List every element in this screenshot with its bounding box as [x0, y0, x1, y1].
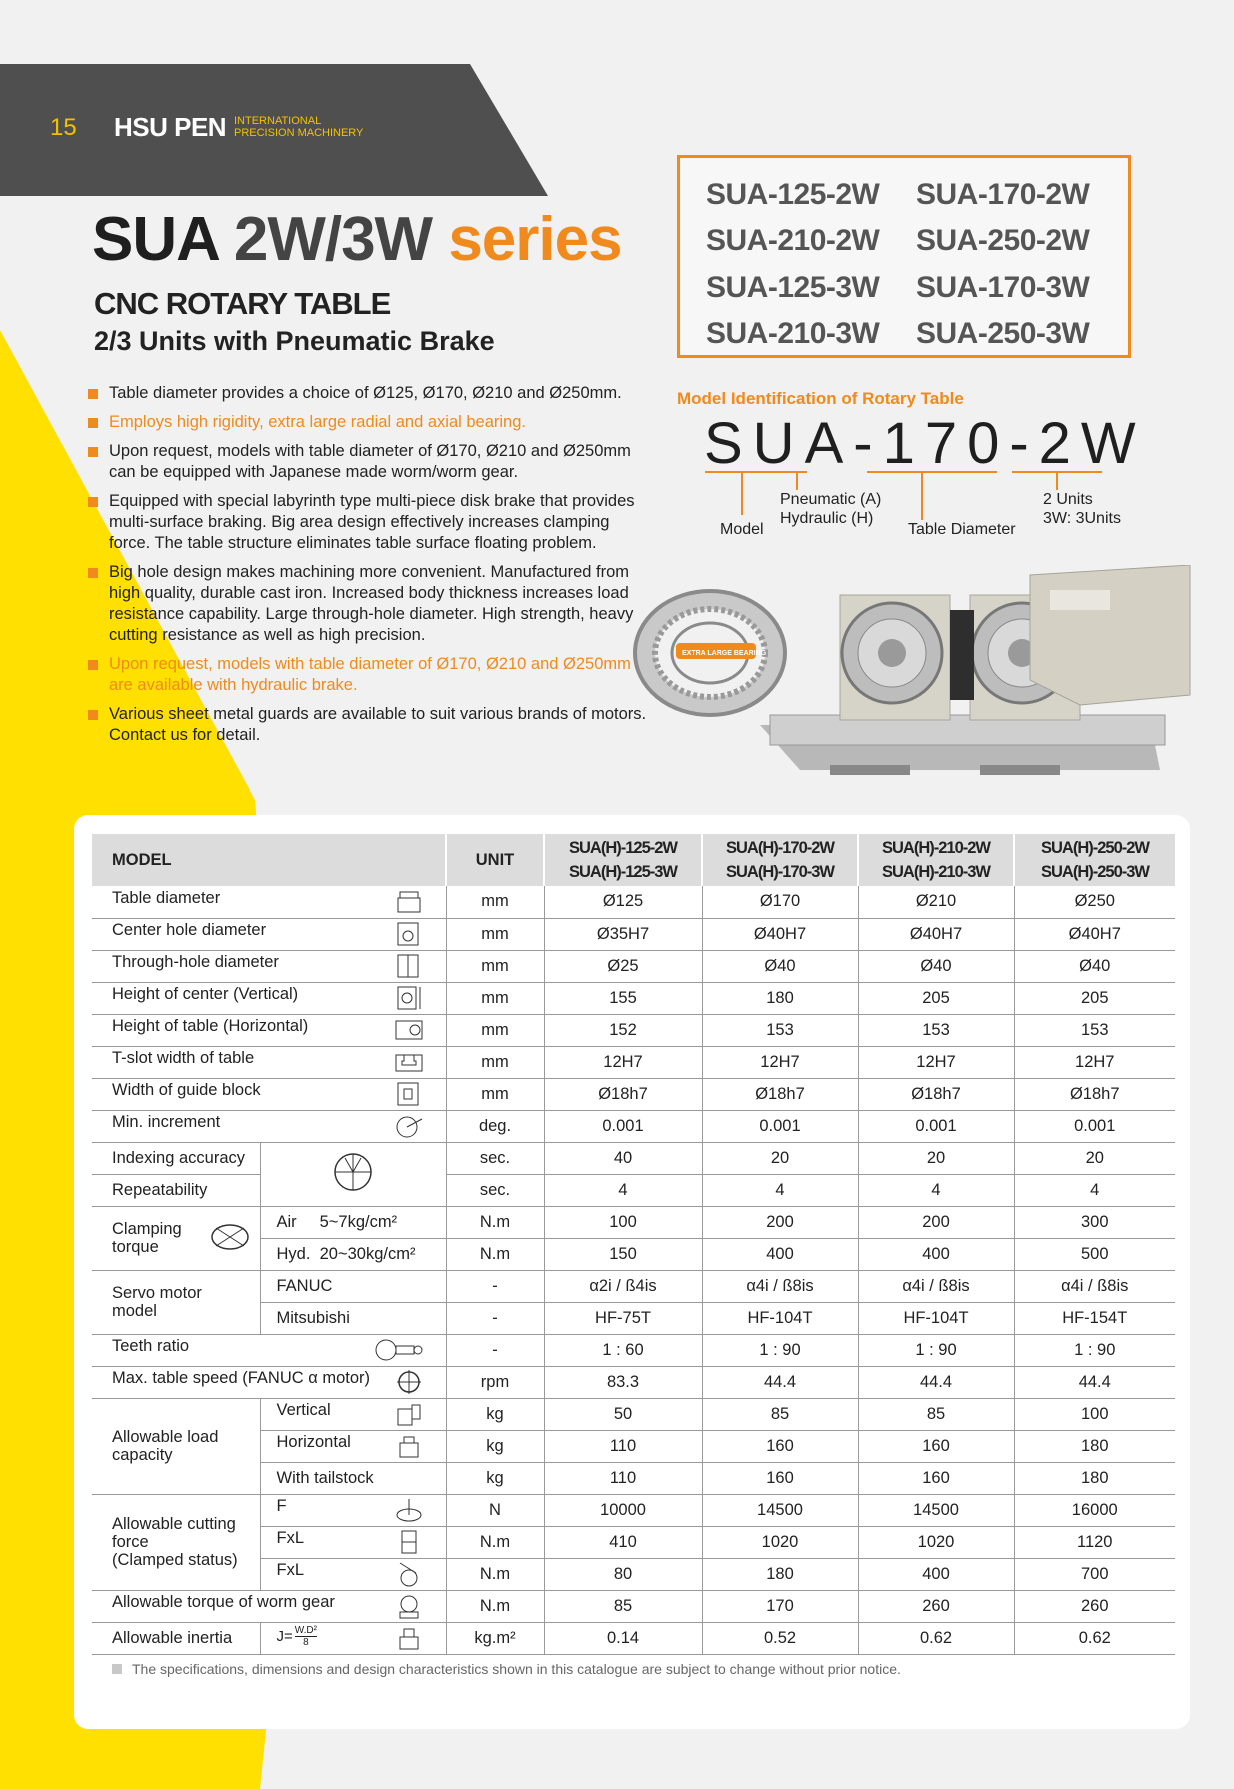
table-cell: 1020 [702, 1526, 858, 1558]
horizontal-load-icon [394, 1433, 424, 1459]
table-cell: 0.001 [544, 1110, 702, 1142]
table-cell: kg [446, 1462, 544, 1494]
table-cell: 4 [544, 1174, 702, 1206]
model-item: SUA-210-3W [706, 316, 880, 350]
table-header-row [92, 834, 1175, 886]
table-cell: 160 [858, 1430, 1014, 1462]
table-row [92, 886, 1175, 918]
angle-icon [394, 1113, 424, 1139]
table-cell: 100 [544, 1206, 702, 1238]
ident-label-diameter: Table Diameter [908, 521, 1016, 538]
table-cell: 200 [858, 1206, 1014, 1238]
height-center-icon [394, 985, 424, 1011]
table-row [92, 1622, 1175, 1654]
column-header-model-125: SUA(H)-125-2W SUA(H)-125-3W [544, 834, 702, 886]
sub-row-label: FxL [260, 1558, 446, 1590]
table-cell: 153 [702, 1014, 858, 1046]
table-cell: HF-104T [702, 1302, 858, 1334]
table-cell: 80 [544, 1558, 702, 1590]
table-cell: Ø35H7 [544, 918, 702, 950]
table-cell: 50 [544, 1398, 702, 1430]
table-cell: N.m [446, 1238, 544, 1270]
table-cell: mm [446, 1014, 544, 1046]
table-cell: 700 [1014, 1558, 1175, 1590]
guide-block-icon [394, 1081, 424, 1107]
table-cell: HF-75T [544, 1302, 702, 1334]
table-cell: 200 [702, 1206, 858, 1238]
table-cell: mm [446, 982, 544, 1014]
table-row [92, 1334, 1175, 1366]
row-label: T-slot width of table [112, 1049, 255, 1067]
table-cell: 14500 [858, 1494, 1014, 1526]
moment-tilt-icon [394, 1561, 424, 1587]
table-cell: HF-154T [1014, 1302, 1175, 1334]
table-cell: 12H7 [1014, 1046, 1175, 1078]
table-cell: - [446, 1302, 544, 1334]
table-cell: Ø40H7 [702, 918, 858, 950]
table-cell: sec. [446, 1174, 544, 1206]
page-title: SUA 2W/3W series [92, 205, 622, 274]
row-label: Allowable cutting [112, 1515, 236, 1533]
feature-item: Various sheet metal guards are available to suit various brands of motors. Contact us for detail. [88, 704, 648, 746]
table-cell: 12H7 [544, 1046, 702, 1078]
table-cell: α2i / ß4is [544, 1270, 702, 1302]
table-cell: 100 [1014, 1398, 1175, 1430]
table-cell: 300 [1014, 1206, 1175, 1238]
table-cell: Ø25 [544, 950, 702, 982]
sub-row-label: Air 5~7kg/cm² [260, 1206, 446, 1238]
table-row [92, 982, 1175, 1014]
row-label: Allowable torque of worm gear [112, 1593, 335, 1611]
table-cell: Ø40 [702, 950, 858, 982]
table-cell: 155 [544, 982, 702, 1014]
indexing-icon [331, 1150, 375, 1194]
table-cell: HF-104T [858, 1302, 1014, 1334]
table-cell: 260 [858, 1590, 1014, 1622]
table-cell: 0.001 [858, 1110, 1014, 1142]
table-cell: 0.14 [544, 1622, 702, 1654]
table-cell: N.m [446, 1526, 544, 1558]
table-cell: 205 [858, 982, 1014, 1014]
table-cell: 205 [1014, 982, 1175, 1014]
table-cell: 0.001 [1014, 1110, 1175, 1142]
table-cell: 12H7 [702, 1046, 858, 1078]
column-header-model-250: SUA(H)-250-2W SUA(H)-250-3W [1014, 834, 1175, 886]
table-cell: 400 [858, 1558, 1014, 1590]
moment-vertical-icon [394, 1529, 424, 1555]
clamping-icon [208, 1220, 252, 1254]
subtitle-units: 2/3 Units with Pneumatic Brake [94, 326, 495, 356]
table-cell: 1020 [858, 1526, 1014, 1558]
sub-row-label [260, 1622, 446, 1654]
table-cell: 160 [702, 1430, 858, 1462]
table-cell: mm [446, 886, 544, 918]
ident-label-brake: Pneumatic (A) Hydraulic (H) [780, 491, 882, 527]
table-row [92, 1174, 1175, 1206]
table-cell: 1 : 60 [544, 1334, 702, 1366]
tslot-icon [394, 1049, 424, 1075]
model-item: SUA-210-2W [706, 224, 880, 258]
worm-gear-icon [374, 1337, 424, 1363]
table-cell: 4 [702, 1174, 858, 1206]
table-cell: N.m [446, 1206, 544, 1238]
table-cell: Ø40H7 [858, 918, 1014, 950]
row-label: Max. table speed (FANUC α motor) [112, 1369, 371, 1387]
table-cell: 400 [702, 1238, 858, 1270]
feature-item: Employs high rigidity, extra large radial and axial bearing. [88, 412, 648, 433]
rotation-speed-icon [394, 1369, 424, 1395]
table-cell: 180 [1014, 1462, 1175, 1494]
table-cell: 160 [858, 1462, 1014, 1494]
feature-item: Equipped with special labyrinth type multi-piece disk brake that provides multi-surface braking. Big area design effectively increases clamping force. The table structure eliminates table surface floating problem. [88, 491, 648, 554]
table-row [92, 1078, 1175, 1110]
table-cell: 85 [544, 1590, 702, 1622]
table-cell: Ø18h7 [544, 1078, 702, 1110]
column-header-model-170: SUA(H)-170-2W SUA(H)-170-3W [702, 834, 858, 886]
table-cell: 4 [858, 1174, 1014, 1206]
table-cell: sec. [446, 1142, 544, 1174]
table-cell: 500 [1014, 1238, 1175, 1270]
row-label: Height of center (Vertical) [112, 985, 299, 1003]
ident-label-model: Model [720, 521, 764, 538]
row-label: Allowable load [112, 1428, 219, 1446]
brand-name: HSU PEN [114, 112, 227, 142]
table-cell: 0.52 [702, 1622, 858, 1654]
identification-title: Model Identification of Rotary Table [677, 389, 964, 408]
table-cell: 110 [544, 1462, 702, 1494]
cutting-force-icon [394, 1497, 424, 1523]
model-item: SUA-250-3W [916, 316, 1090, 350]
table-row [92, 1366, 1175, 1398]
table-cell: 170 [702, 1590, 858, 1622]
table-row [92, 1014, 1175, 1046]
row-label: Clamping [112, 1220, 182, 1238]
table-cell: mm [446, 1046, 544, 1078]
table-row: Allowable cutting force (Clamped status) F N 10000 14500 14500 16000 [92, 1494, 1175, 1526]
table-cell: 0.62 [1014, 1622, 1175, 1654]
table-cell: 44.4 [1014, 1366, 1175, 1398]
table-row [92, 1590, 1175, 1622]
table-cell: 44.4 [702, 1366, 858, 1398]
table-row [92, 918, 1175, 950]
table-cell: 410 [544, 1526, 702, 1558]
subtitle-product-type: CNC ROTARY TABLE [94, 286, 391, 321]
table-cell: Ø40H7 [1014, 918, 1175, 950]
table-cell: 110 [544, 1430, 702, 1462]
inertia-icon [394, 1625, 424, 1651]
table-cell: 160 [702, 1462, 858, 1494]
table-cell: kg [446, 1430, 544, 1462]
model-list-box [677, 155, 1131, 358]
table-row [92, 1110, 1175, 1142]
row-label: Servo motor [112, 1284, 202, 1302]
table-cell: Ø18h7 [702, 1078, 858, 1110]
sub-row-label: F [260, 1494, 446, 1526]
table-diameter-icon [394, 889, 424, 915]
inertia-formula: J= $\frac{\text{W.D²}}{8}$ [276, 1625, 317, 1648]
row-label: Center hole diameter [112, 921, 267, 939]
table-cell: 12H7 [858, 1046, 1014, 1078]
table-cell: mm [446, 1078, 544, 1110]
table-cell: α4i / ß8is [858, 1270, 1014, 1302]
height-table-icon [394, 1017, 424, 1043]
sub-row-label: Vertical [260, 1398, 446, 1430]
table-cell: N.m [446, 1590, 544, 1622]
model-item: SUA-250-2W [916, 224, 1090, 258]
vertical-load-icon [394, 1401, 424, 1427]
brand-subtitle: INTERNATIONAL PRECISION MACHINERY [234, 115, 364, 139]
model-item: SUA-125-2W [706, 178, 880, 211]
sub-row-label: With tailstock [260, 1462, 446, 1494]
sub-row-label: Mitsubishi [260, 1302, 446, 1334]
row-label: Teeth ratio [112, 1337, 190, 1355]
table-cell: 1120 [1014, 1526, 1175, 1558]
table-cell: Ø210 [858, 886, 1014, 918]
table-cell: α4i / ß8is [1014, 1270, 1175, 1302]
table-cell: 16000 [1014, 1494, 1175, 1526]
table-cell: 1 : 90 [858, 1334, 1014, 1366]
table-cell: 1 : 90 [702, 1334, 858, 1366]
table-cell: Ø125 [544, 886, 702, 918]
table-cell: Ø40 [1014, 950, 1175, 982]
table-cell: Ø40 [858, 950, 1014, 982]
table-cell: 20 [702, 1142, 858, 1174]
table-cell: 0.001 [702, 1110, 858, 1142]
table-cell: rpm [446, 1366, 544, 1398]
table-cell: 153 [858, 1014, 1014, 1046]
table-cell: 1 : 90 [1014, 1334, 1175, 1366]
table-cell: 180 [702, 982, 858, 1014]
sub-row-label: FANUC [260, 1270, 446, 1302]
table-cell: 44.4 [858, 1366, 1014, 1398]
row-label: Through-hole diameter [112, 953, 279, 971]
model-item: SUA-170-2W [916, 178, 1090, 211]
through-hole-icon [394, 953, 424, 979]
row-label: Repeatability [92, 1174, 260, 1206]
table-cell: 153 [1014, 1014, 1175, 1046]
bearing-badge: EXTRA LARGE BEARING [682, 650, 767, 657]
table-cell: 10000 [544, 1494, 702, 1526]
table-cell: Ø18h7 [1014, 1078, 1175, 1110]
row-label: Height of table (Horizontal) [112, 1017, 309, 1035]
worm-torque-icon [394, 1593, 424, 1619]
table-cell: 4 [1014, 1174, 1175, 1206]
model-item: SUA-170-3W [916, 270, 1090, 304]
table-cell: 20 [858, 1142, 1014, 1174]
column-header-model: MODEL [92, 834, 446, 886]
table-cell: mm [446, 950, 544, 982]
row-label: Min. increment [112, 1113, 221, 1131]
sub-row-label: Horizontal [260, 1430, 446, 1462]
table-cell: mm [446, 918, 544, 950]
feature-item: Upon request, models with table diameter of Ø170, Ø210 and Ø250mm can be equipped with Japanese made worm/worm gear. [88, 441, 648, 483]
feature-item: Table diameter provides a choice of Ø125, Ø170, Ø210 and Ø250mm. [88, 383, 648, 404]
model-item: SUA-125-3W [706, 270, 880, 304]
feature-item: Big hole design makes machining more convenient. Manufactured from high quality, durable cast iron. Increased body thickness increases load resistance capability. Large through-hole diameter. High strength, heavy cutting resistance as well as high precision. [88, 562, 648, 646]
row-label: Width of guide block [112, 1081, 261, 1099]
column-header-unit: UNIT [446, 834, 544, 886]
center-hole-icon [394, 921, 424, 947]
table-row [92, 1142, 1175, 1174]
table-cell: 150 [544, 1238, 702, 1270]
table-cell: N.m [446, 1558, 544, 1590]
row-label: Table diameter [112, 888, 221, 907]
table-cell: Ø18h7 [858, 1078, 1014, 1110]
ident-label-units: 2 Units 3W: 3Units [1043, 491, 1121, 527]
row-label: Indexing accuracy [92, 1142, 260, 1174]
table-row: Allowable load capacity Vertical kg 50 85 85 100 [92, 1398, 1175, 1430]
table-cell: 180 [1014, 1430, 1175, 1462]
table-row: Clamping torque Air 5~7kg/cm² N.m 100 200 200 300 [92, 1206, 1175, 1238]
table-cell: N [446, 1494, 544, 1526]
feature-item: Upon request, models with table diameter of Ø170, Ø210 and Ø250mm are available with hydraulic brake. [88, 654, 648, 696]
table-cell: - [446, 1334, 544, 1366]
table-cell: 20 [1014, 1142, 1175, 1174]
table-cell: kg [446, 1398, 544, 1430]
table-cell: Ø250 [1014, 886, 1175, 918]
table-cell: α4i / ß8is [702, 1270, 858, 1302]
table-cell: - [446, 1270, 544, 1302]
table-cell: 180 [702, 1558, 858, 1590]
product-image [630, 565, 1205, 775]
table-cell: 85 [702, 1398, 858, 1430]
sub-row-label: FxL [260, 1526, 446, 1558]
spec-table [92, 834, 1175, 1655]
table-cell: 152 [544, 1014, 702, 1046]
footnote: The specifications, dimensions and design characteristics shown in this catalogue are subject to change without prior notice. [112, 1661, 901, 1677]
page-number: 15 [50, 114, 77, 141]
column-header-model-210: SUA(H)-210-2W SUA(H)-210-3W [858, 834, 1014, 886]
table-cell: deg. [446, 1110, 544, 1142]
table-row [92, 950, 1175, 982]
table-cell: 0.62 [858, 1622, 1014, 1654]
feature-list [88, 383, 648, 754]
table-cell: kg.m² [446, 1622, 544, 1654]
table-cell: 83.3 [544, 1366, 702, 1398]
identification-code: SUA-170-2W [704, 411, 1146, 476]
row-label: Allowable inertia [92, 1622, 260, 1654]
table-row: Servo motor model FANUC - α2i / ß4is α4i / ß8is α4i / ß8is α4i / ß8is [92, 1270, 1175, 1302]
table-cell: Ø170 [702, 886, 858, 918]
table-cell: 260 [1014, 1590, 1175, 1622]
table-cell: 400 [858, 1238, 1014, 1270]
table-cell: 40 [544, 1142, 702, 1174]
sub-row-label: Hyd. 20~30kg/cm² [260, 1238, 446, 1270]
table-cell: 85 [858, 1398, 1014, 1430]
table-row [92, 1046, 1175, 1078]
table-cell: 14500 [702, 1494, 858, 1526]
